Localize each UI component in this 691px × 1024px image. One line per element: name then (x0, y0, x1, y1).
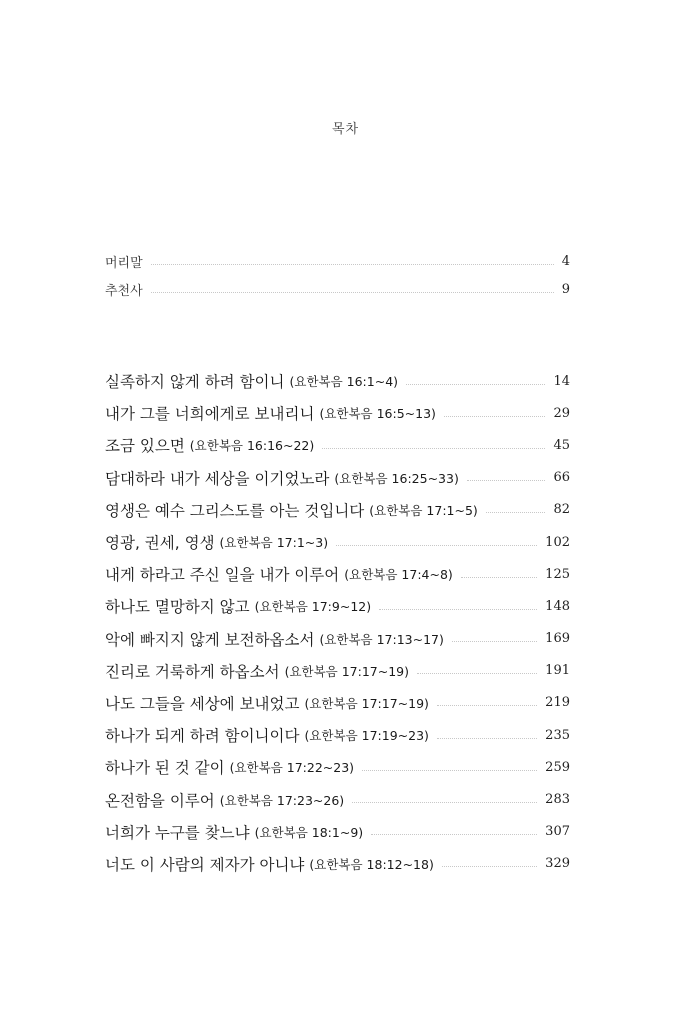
page-number: 102 (545, 534, 570, 550)
front-matter-row (105, 275, 570, 303)
front-matter-list (105, 247, 570, 303)
chapter-title: 나도 그들을 세상에 보내었고 (105, 694, 300, 713)
page-number: 219 (545, 695, 570, 711)
page-number: 259 (545, 759, 570, 775)
scripture-reference: (요한복음 17:1~5) (369, 502, 478, 518)
dot-leader (379, 609, 537, 610)
dot-leader (417, 673, 537, 674)
page-number: 4 (561, 253, 570, 269)
chapter-row (105, 558, 570, 590)
chapter-row (105, 494, 570, 526)
scripture-reference: (요한복음 17:23~26) (219, 792, 345, 808)
dot-leader (151, 292, 554, 293)
dot-leader (437, 705, 537, 706)
scripture-reference: (요한복음 17:1~3) (219, 535, 329, 551)
page-number: 148 (545, 598, 570, 614)
page-number: 191 (545, 663, 570, 679)
chapter-row (105, 590, 570, 622)
dot-leader (151, 264, 554, 265)
chapter-row (105, 751, 570, 783)
chapter-row (105, 462, 570, 494)
page-number: 82 (553, 502, 570, 518)
entry-title: 머리말 (105, 255, 143, 271)
page-number: 235 (545, 727, 570, 743)
page-number: 9 (561, 281, 570, 297)
scripture-reference: (요한복음 17:19~23) (304, 728, 429, 744)
scripture-reference: (요한복음 17:22~23) (229, 760, 355, 776)
chapter-title: 악에 빠지지 않게 보전하옵소서 (105, 630, 315, 649)
scripture-reference: (요한복음 17:9~12) (254, 599, 372, 615)
dot-leader (444, 416, 546, 417)
chapter-row (105, 526, 570, 558)
scripture-reference: (요한복음 16:5~13) (319, 406, 436, 422)
entry-title: 추천사 (105, 283, 143, 299)
chapter-title: 온전함을 이루어 (105, 791, 215, 810)
chapter-row (105, 365, 570, 397)
dot-leader (371, 834, 537, 835)
scripture-reference: (요한복음 18:12~18) (309, 856, 434, 872)
page-title: 목차 (331, 122, 360, 137)
chapter-row (105, 655, 570, 687)
chapter-row (105, 429, 570, 461)
chapter-row (105, 623, 570, 655)
chapter-title: 너도 이 사람의 제자가 아니냐 (105, 855, 305, 874)
dot-leader (406, 384, 545, 385)
scripture-reference: (요한복음 16:16~22) (189, 438, 315, 454)
front-matter-row (105, 247, 570, 275)
scripture-reference: (요한복음 18:1~9) (254, 824, 364, 840)
dot-leader (352, 802, 537, 803)
chapter-title: 실족하지 않게 하려 함이니 (105, 373, 285, 392)
chapter-title: 하나가 되게 하려 함이니이다 (105, 727, 300, 746)
scripture-reference: (요한복음 16:1~4) (289, 374, 399, 390)
page-number: 283 (545, 792, 570, 808)
chapter-row (105, 848, 570, 880)
page-number: 29 (553, 405, 570, 421)
chapter-title: 하나도 멸망하지 않고 (105, 598, 250, 617)
chapter-row (105, 719, 570, 751)
dot-leader (461, 577, 537, 578)
chapter-title: 조금 있으면 (105, 437, 185, 456)
chapter-title: 진리로 거룩하게 하옵소서 (105, 662, 280, 681)
dot-leader (336, 545, 537, 546)
dot-leader (452, 641, 537, 642)
chapter-row (105, 397, 570, 429)
chapter-title: 내가 그를 너희에게로 보내리니 (105, 405, 315, 424)
chapter-title: 담대하라 내가 세상을 이기었노라 (105, 469, 330, 488)
scripture-reference: (요한복음 17:4~8) (344, 567, 453, 583)
chapter-row (105, 816, 570, 848)
dot-leader (486, 512, 546, 513)
dot-leader (322, 448, 545, 449)
chapter-row (105, 687, 570, 719)
dot-leader (467, 480, 546, 481)
chapter-title: 내게 하라고 주신 일을 내가 이루어 (105, 566, 340, 585)
chapter-title: 영광, 권세, 영생 (105, 534, 215, 553)
dot-leader (442, 866, 537, 867)
scripture-reference: (요한복음 17:13~17) (319, 631, 444, 647)
chapter-title: 영생은 예수 그리스도를 아는 것입니다 (105, 501, 365, 520)
scripture-reference: (요한복음 17:17~19) (284, 663, 409, 679)
chapter-row (105, 783, 570, 815)
chapter-title: 너희가 누구를 찾느냐 (105, 823, 250, 842)
page-number: 66 (553, 470, 570, 486)
page-number: 14 (553, 373, 570, 389)
page-number: 307 (545, 824, 570, 840)
chapter-list (105, 365, 570, 880)
dot-leader (437, 738, 537, 739)
scripture-reference: (요한복음 16:25~33) (334, 470, 459, 486)
page-number: 45 (553, 437, 570, 453)
page-number: 169 (545, 631, 570, 647)
page-number: 125 (545, 566, 570, 582)
scripture-reference: (요한복음 17:17~19) (304, 695, 429, 711)
dot-leader (362, 770, 537, 771)
page-number: 329 (545, 856, 570, 872)
chapter-title: 하나가 된 것 같이 (105, 759, 225, 778)
